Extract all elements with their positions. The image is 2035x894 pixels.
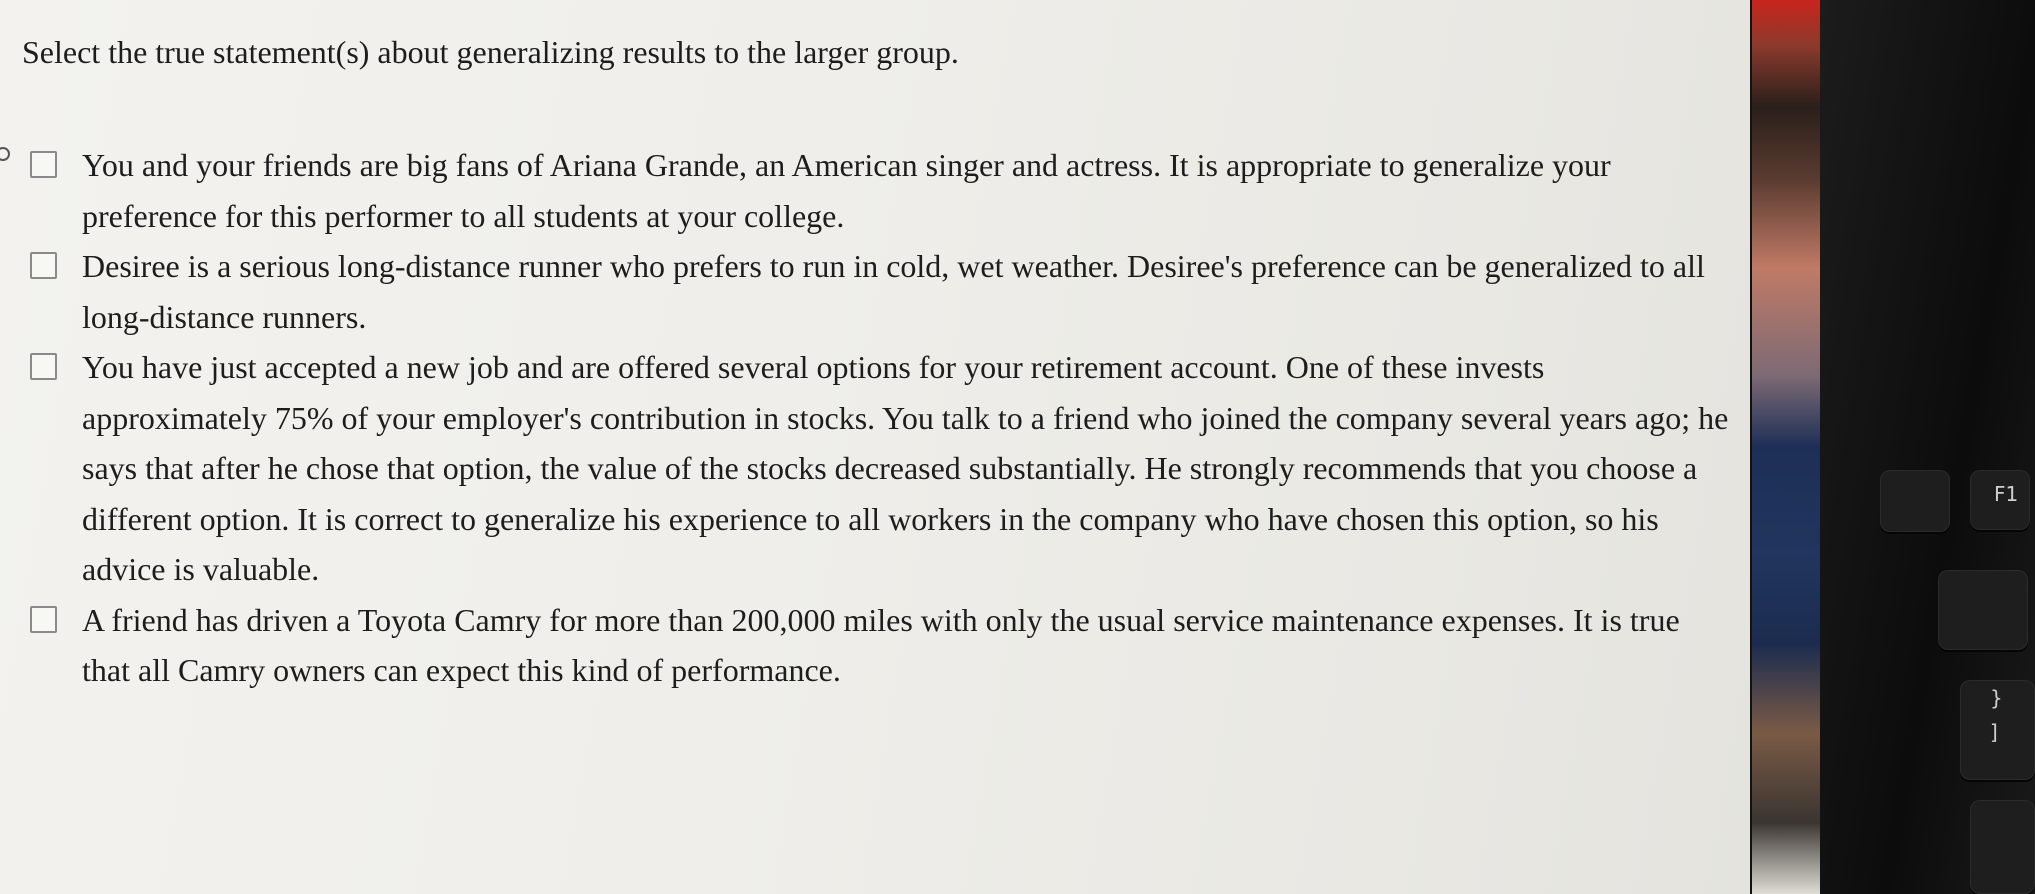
key-bracket-label: ] [1990,720,1998,744]
key-f1-label: F1 [1994,482,2019,506]
key-row-2a [1938,570,2028,650]
option-1-checkbox[interactable] [30,151,57,178]
margin-marker [0,147,10,161]
keyboard-background [1820,0,2035,894]
option-3-text: You have just accepted a new job and are offered several options for your retirement account. One of these invests approximately 75% of your employer's contribution in stocks. You talk to a friend who joined the company several years ago; he says that after he chose that option, the value of the stocks decreased substantially. He strongly recommends that you choose a different option. It is correct to generalize his experience to all workers in the company who have chosen this option, so his advice is valuable. [82,349,1729,587]
key-arrow [1880,470,1950,532]
photo-strip-image [1752,0,1820,894]
option-4[interactable] [30,595,1730,696]
option-1-text: You and your friends are big fans of Ariana Grande, an American singer and actress. It is appropriate to generalize your preference for this performer to all students at your college. [82,147,1611,234]
option-4-text: A friend has driven a Toyota Camry for more than 200,000 miles with only the usual service maintenance expenses. It is true that all Camry owners can expect this kind of performance. [82,601,1680,688]
key-bracket [1960,680,2035,780]
option-4-checkbox[interactable] [30,606,57,633]
option-2-checkbox[interactable] [30,252,57,279]
option-3[interactable] [30,342,1730,595]
key-row-4 [1970,800,2035,894]
key-brace-label: } [1990,686,2003,710]
option-3-checkbox[interactable] [30,353,57,380]
options-list [30,140,1730,696]
option-2-text: Desiree is a serious long-distance runner who prefers to run in cold, wet weather. Desiree's preference can be generalized to all long-distance runners. [82,248,1705,335]
question-prompt: Select the true statement(s) about generalizing results to the larger group. [22,34,959,70]
option-2[interactable] [30,241,1730,342]
option-1[interactable] [30,140,1730,241]
key-f1 [1970,470,2030,530]
